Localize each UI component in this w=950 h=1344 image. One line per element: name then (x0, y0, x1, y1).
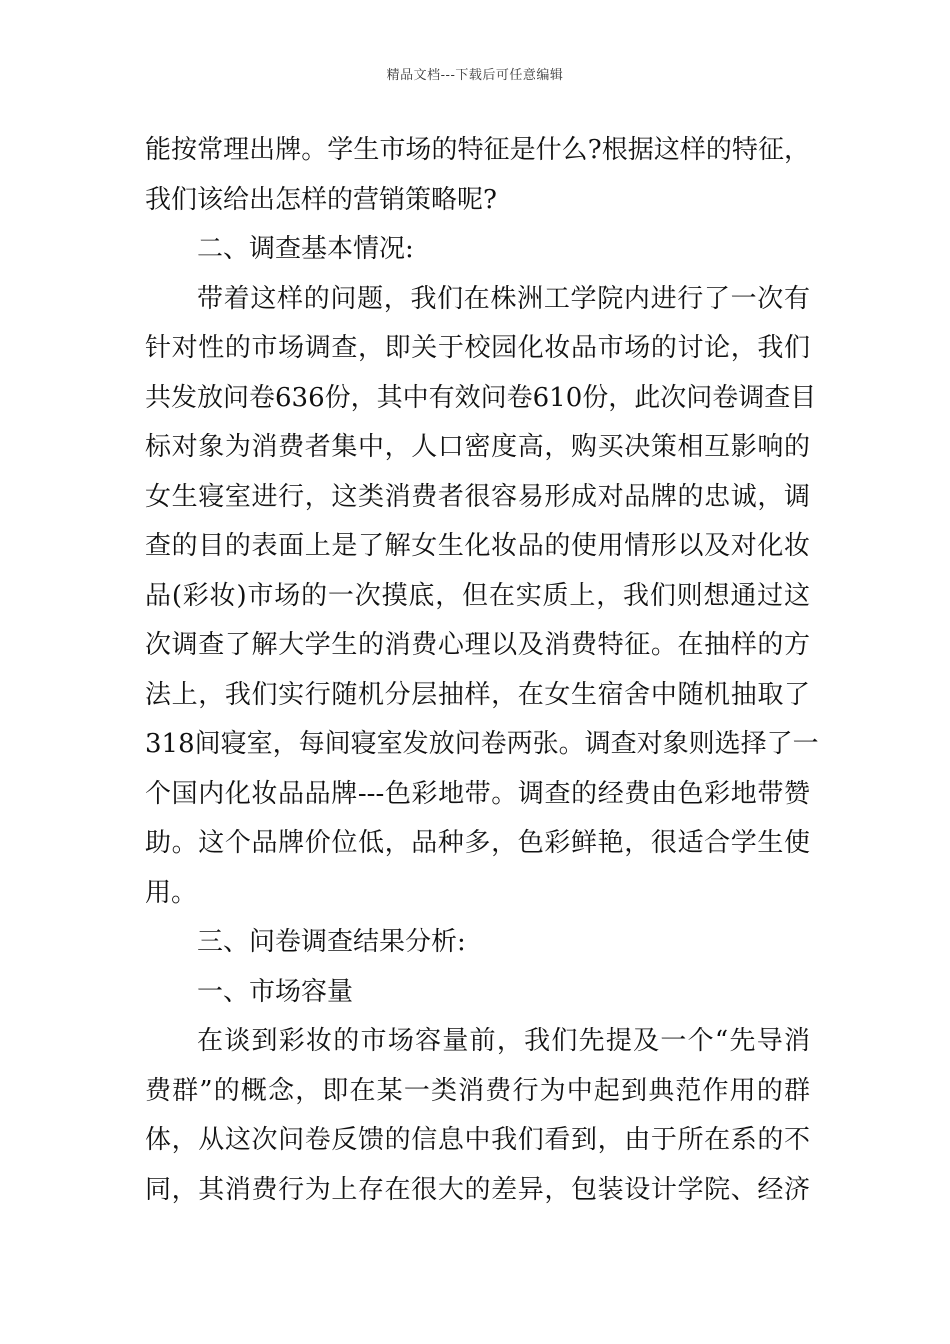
text-line: 助。这个品牌价位低，品种多，色彩鲜艳，很适合学生使 (145, 828, 810, 858)
text-line: 标对象为消费者集中，人口密度高，购买决策相互影响的 (145, 432, 810, 462)
text-line: 用。 (145, 877, 198, 908)
text-line: 查的目的表面上是了解女生化妆品的使用情形以及对化妆 (145, 531, 810, 561)
text-line: 体，从这次问卷反馈的信息中我们看到，由于所在系的不 (145, 1125, 810, 1155)
text-line: 同，其消费行为上存在很大的差异，包装设计学院、经济 (145, 1174, 810, 1205)
text-line: 法上，我们实行随机分层抽样，在女生宿舍中随机抽取了 (145, 679, 810, 710)
section-heading: 二、调查基本情况: (197, 234, 414, 264)
text-line: 个国内化妆品品牌---色彩地带。调查的经费由色彩地带赞 (145, 778, 810, 809)
text-line: 次调查了解大学生的消费心理以及消费特征。在抽样的方 (145, 630, 810, 660)
section-heading: 三、问卷调查结果分析: (197, 927, 466, 957)
text-line: 带着这样的问题，我们在株洲工学院内进行了一次有 (197, 283, 810, 314)
page-header: 精品文档---下载后可任意编辑 (386, 68, 564, 83)
text-line: 针对性的市场调查，即关于校园化妆品市场的讨论，我们 (145, 333, 810, 363)
text-line: 在谈到彩妆的市场容量前，我们先提及一个“先导消 (197, 1026, 810, 1056)
text-line: 费群”的概念，即在某一类消费行为中起到典范作用的群 (145, 1075, 810, 1106)
subsection-heading: 一、市场容量 (197, 976, 354, 1007)
text-line: 我们该给出怎样的营销策略呢? (145, 184, 497, 215)
text-line: 共发放问卷636份，其中有效问卷610份，此次问卷调查目 (145, 382, 817, 413)
text-line: 品(彩妆)市场的一次摸底，但在实质上，我们则想通过这 (145, 580, 810, 611)
document-body (145, 126, 819, 1215)
text-line: 女生寝室进行，这类消费者很容易形成对品牌的忠诚，调 (145, 481, 810, 512)
text-line: 能按常理出牌。学生市场的特征是什么?根据这样的特征， (145, 135, 810, 165)
text-line: 318间寝室，每间寝室发放问卷两张。调查对象则选择了一 (145, 729, 819, 759)
